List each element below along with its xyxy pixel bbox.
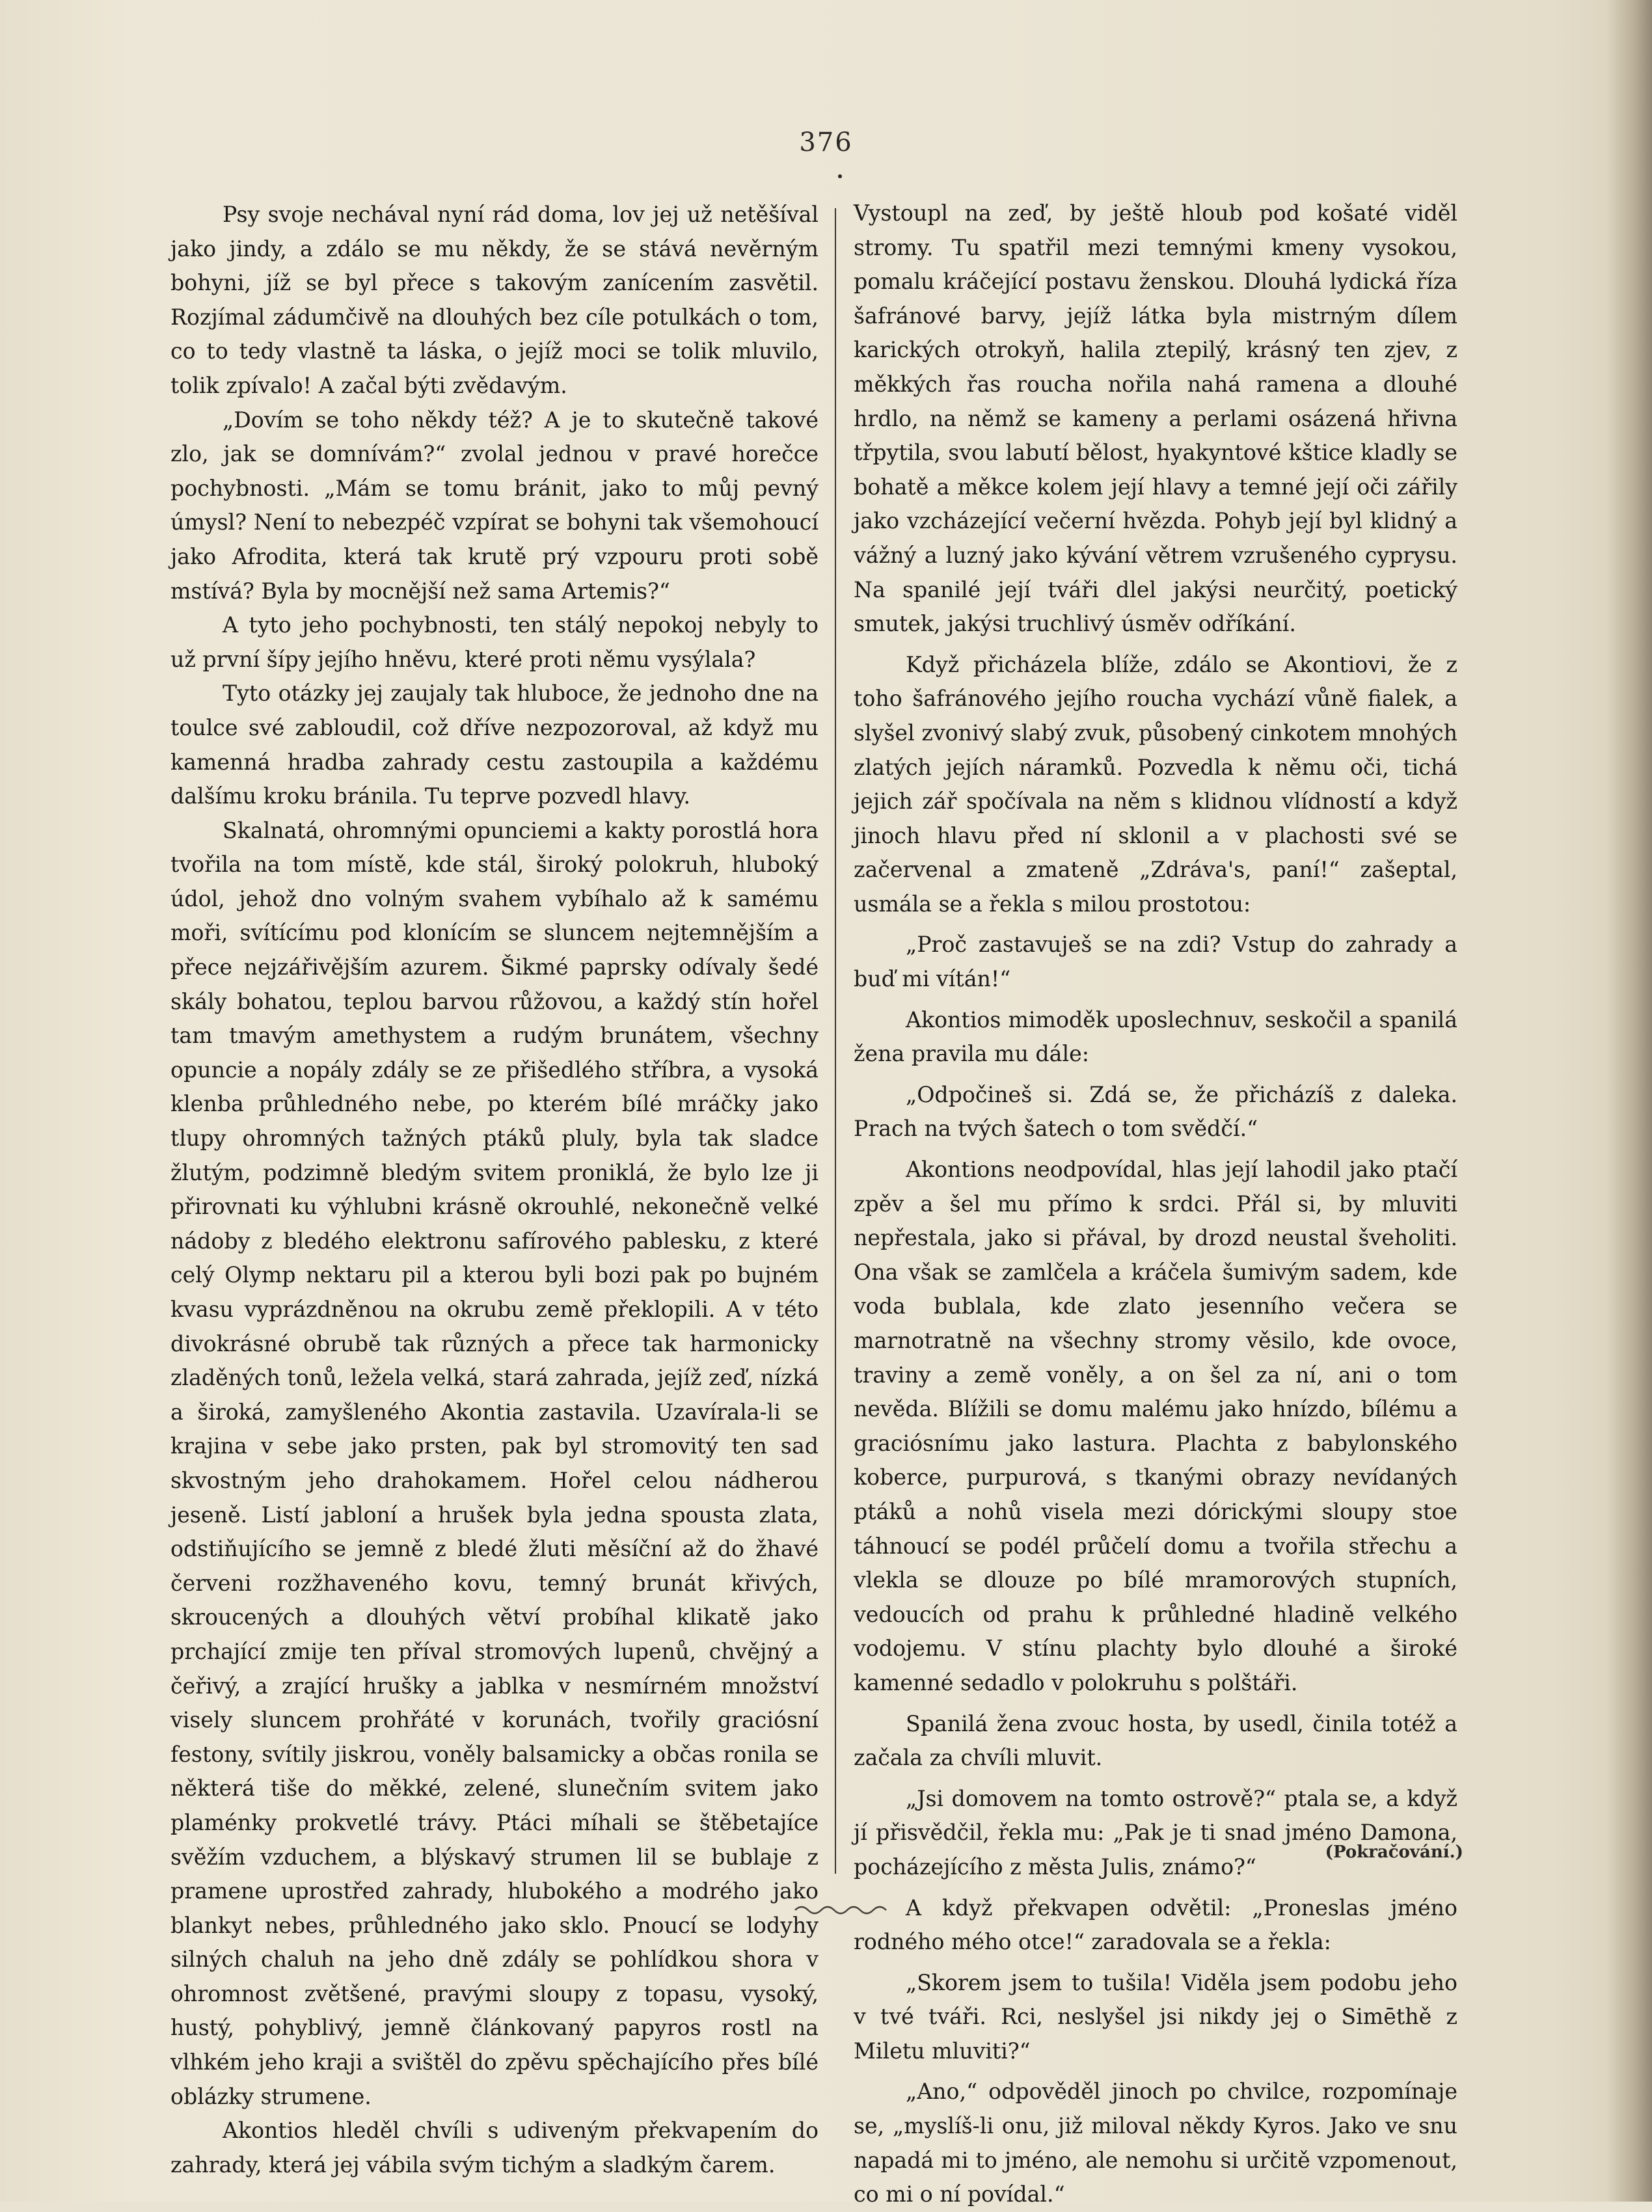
page-number: 376	[799, 128, 853, 157]
paragraph: „Skorem jsem to tušila! Viděla jsem podobu jeho v tvé tváři. Rci, neslyšel jsi nikdy jej o Simēthě z Miletu mluviti?“	[854, 1969, 1457, 2064]
right-column	[854, 196, 1457, 2212]
paragraph: „Jsi domovem na tomto ostrově?“ ptala se, a když jí přisvědčil, řekla mu: „Pak je ti snad jméno Damona, pocházejícího z města Julis, známo?“	[854, 1785, 1457, 1880]
paragraph: Akontios mimoděk uposlechnuv, seskočil a spanilá žena pravila mu dále:	[854, 1006, 1457, 1067]
paragraph: „Ano,“ odpověděl jinoch po chvilce, rozpomínaje se, „myslíš-li onu, již miloval někdy Kyros. Jako ve snu napadá mi to jméno, ale nemohu si určitě vzpomenout, co mi o ní povídal.“	[854, 2079, 1457, 2207]
paragraph: Tyto otázky jej zaujaly tak hluboce, že jednoho dne na toulce své zabloudil, což dříve nezpozoroval, až když mu kamenná hradba zahrady cestu zastoupila a každému dalšímu kroku bránila. Tu teprve pozvedl hlavy.	[170, 681, 819, 809]
paragraph: Akontions neodpovídal, hlas její lahodil jako ptačí zpěv a šel mu přímo k srdci. Přál si, by mluviti nepřestala, jako si přával, by drozd neustal šveholiti. Ona však se zamlčela a kráčela šumivým sadem, kde voda bublala, kde zlato jesenního večera se marnotratně na všechny stromy věsilo, kde ovoce, traviny a země vonělу, a on šel za ní, ani o tom nevěda. Blížili se domu malému jako hnízdo, bílému a graciósnímu jako lastura. Plachta z babylonského koberce, purpurová, s tkanými obrazy nevídaných ptáků a nohů visela mezi dórickými sloupy stoe táhnoucí se podél průčelí domu a tvořila střechu a vlekla se dlouze po bílé mramorových stupních, vedoucích od prahu k průhledné hladině velkého vodojemu. V stínu plachty bylo dlouhé a široké kamenné sedadlo v polokruhu s polštáři.	[854, 1157, 1457, 1695]
paragraph: A když překvapen odvětil: „Proneslas jméno rodného mého otce!“ zaradovala se a řekla:	[854, 1895, 1457, 1955]
paragraph: Psy svoje nechával nyní rád doma, lov jej už netěšíval jako jindy, a zdálo se mu někdy, že se stává nevěrným bohyni, jíž se byl přece s takovým zanícením zasvětil. Rozjímal zádumčivě na dlouhých bez cíle potulkách o tom, co to tedy vlastně ta láska, o jejíž moci se tolik mluvilo, tolik zpívalo! A začal býti zvědavým.	[170, 202, 819, 398]
paragraph: Akontios hleděl chvíli s udiveným překvapením do zahrady, která jej vábila svým tichým a sladkým čarem.	[170, 2118, 819, 2178]
paragraph: „Odpočineš si. Zdá se, že přicházíš z daleka. Prach na tvých šatech o tom svědčí.“	[854, 1081, 1457, 1142]
column-divider	[835, 208, 836, 1874]
paragraph: Skalnatá, ohromnými opunciemi a kakty porostlá hora tvořila na tom místě, kde stál, široký polokruh, hluboký údol, jehož dno volným svahem vybíhalo až k samému moři, svítícímu pod klonícím se sluncem nejtemnějším a přece nejzářivějším azurem. Šikmé paprsky odívaly šedé skály bohatou, teplou barvou růžovou, a každý stín hořel tam tmavým amethystem a rudým brunátem, všechny opuncie a nopály zdály se ze přišedlého stříbra, a vysoká klenba průhledného nebe, po kterém bílé mráčky jako tlupy ohromných tažných ptáků pluly, byla tak sladce žlutým, podzimně bledým svitem proniklá, že bylo lze ji přirovnati ku výhlubni krásně okrouhlé, nekonečně velké nádoby z bledého elektronu safírového pablesku, z které celý Olymp nektaru pil a kterou byli bozi pak po bujném kvasu vyprázdněnou na okrubu země překlopili. A v této divokrásné obrubě tak různých a přece tak harmonicky zladěných tonů, ležela velká, stará zahrada, jejíž zeď, nízká a široká, zamyšleného Akontia zastavila. Uzavírala-li se krajina v sebe jako prsten, pak byl stromovitý ten sad skvostným jeho drahokamem. Hořel celou nádherou jeseně. Listí jabloní a hrušek byla jedna spousta zlata, odstiňujícího se jemně z bledé žluti měsíční až do žhavé červeni rozžhaveného kovu, temný brunát křivých, skroucených a dlouhých větví probíhal klikatě jako prchající zmije ten příval stromových lupenů, chvějný a čeřivý, a zrající hrušky a jablka v nesmírném množství visely sluncem prohřáté v korunách, tvořily graciósní festony, svítily jiskrou, voněly balsamicky a občas ronila se některá tiše do měkké, zelené, slunečním svitem jako plaménky prokvetlé trávy. Ptáci míhali se štěbetajíce svěžím vzduchem, a blýskavý strumen lil se bublaje z pramene uprostřed zahrady, hlubokého a modrého jako blankyt nebes, průhledného jako sklo. Pnoucí se lodyhy silných chaluh na jeho dně zdály se pohlídkou shora v ohromnost zvětšené, pravými sloupy z topasu, vysoký, hustý, pohyblivý, jemně článkovaný papyros rostl na vlhkém jeho kraji a svištěl do zpěvu spěchajícího přes bílé oblázky strumene.	[170, 817, 819, 2109]
left-column	[170, 198, 819, 2182]
paragraph: „Proč zastavuješ se na zdi? Vstup do zahrady a buď mi vítán!“	[854, 932, 1457, 992]
paragraph: „Dovím se toho někdy též? A je to skutečně takové zlo, jak se domnívám?“ zvolal jednou v pravé horečce pochybnosti. „Mám se tomu bránit, jako to můj pevný úmysl? Není to nebezpéč vzpírat se bohyni tak všemohoucí jako Afrodita, která tak krutě prý vzpouru proti sobě mstívá? Byla by mocnější než sama Artemis?“	[170, 407, 819, 604]
paragraph: Když přicházela blíže, zdálo se Akontiovi, že z toho šafránového jejího roucha vychází vůně fialek, a slyšel zvonivý slabý zvuk, působený cinkotem mnohých zlatých jejích náramků. Pozvedla k němu oči, tichá jejich zář spočívala na něm s klidnou vlídností a když jinoch hlavu před ní sklonil a v plachosti své se začervenal a zmateně „Zdráva's, paní!“ zašeptal, usmála se a řekla s milou prostotou:	[854, 651, 1457, 917]
page-edge-shadow	[1606, 0, 1652, 2202]
header-dot	[838, 174, 842, 178]
paragraph: Vystoupl na zeď, by ještě hloub pod košaté viděl stromy. Tu spatřil mezi temnými kmeny vysokou, pomalu kráčející postavu ženskou. Dlouhá lydická říza šafránové barvy, jejíž látka byla mistrným dílem karických otrokyň, halila ztepilý, krásný ten zjev, z měkkých řas roucha nořila nahá ramena a dlouhé hrdlo, na němž se kameny a perlami osázená hřivna třpytila, svou labutí bělost, hyakyntové kštice kladly se bohatě a měkce kolem její hlavy a temné její oči zářily jako vzcházející večerní hvězda. Pohyb její byl klidný a vážný a luzný jako kývání větrem vzrušeného cyprysu. Na spanilé její tváři dlel jakýsi neurčitý, poetický smutek, jakýsi truchlivý úsměv odříkání.	[854, 200, 1457, 637]
continued-label: (Pokračování.)	[1325, 1842, 1463, 1862]
paragraph: Spanilá žena zvouc hosta, by usedl, činila totéž a začala za chvíli mluvit.	[854, 1710, 1457, 1771]
paragraph: A tyto jeho pochybnosti, ten stálý nepokoj nebyly to už první šípy jejího hněvu, které proti němu vysýlala?	[170, 612, 819, 672]
end-ornament	[794, 1901, 891, 1917]
